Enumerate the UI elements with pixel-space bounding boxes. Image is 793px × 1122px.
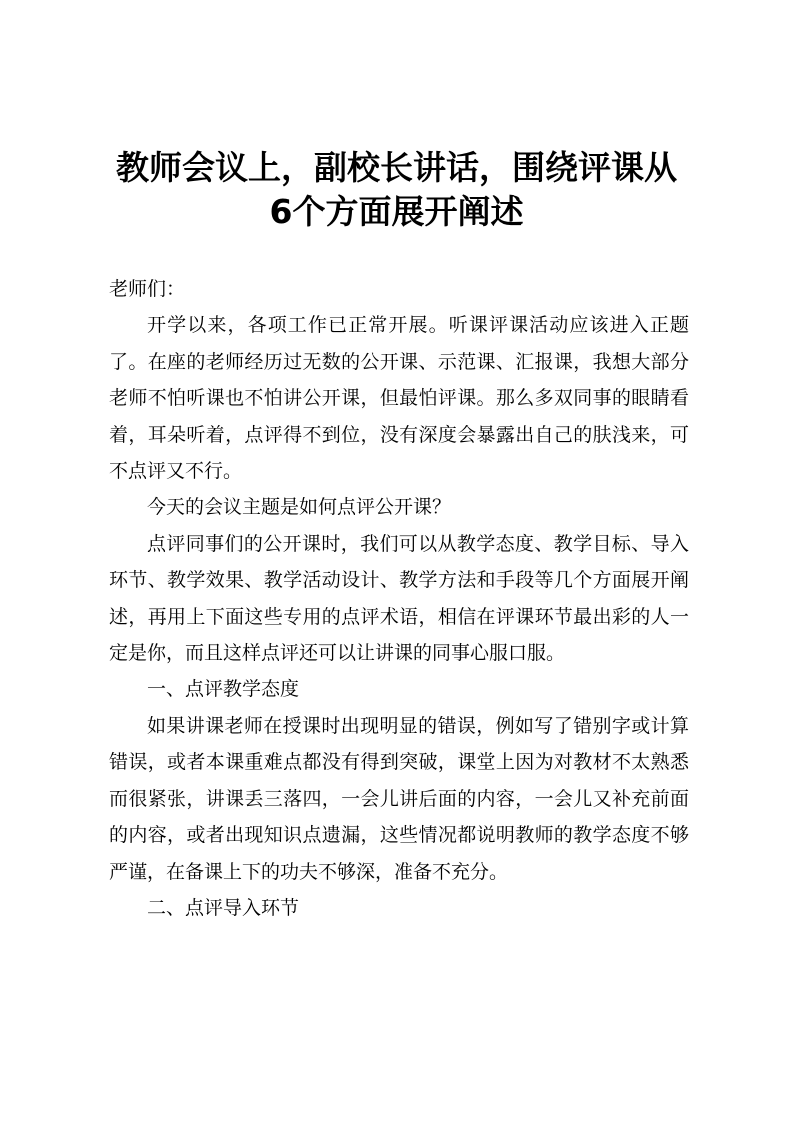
title-line-2: 6个方面展开阐述 — [269, 192, 524, 231]
paragraph: 今天的会议主题是如何点评公开课？ — [147, 496, 452, 519]
page-title — [90, 146, 703, 234]
section-heading-1: 一、点评教学态度 — [147, 678, 300, 701]
paragraph: 如果讲课老师在授课时出现明显的错误，例如写了错别字或计算错误，或者本课重难点都没有得到突破，课堂上因为对教材不太熟悉而很紧张，讲课丢三落四，一会儿讲后面的内容，一会儿又补充前面的内容，或者出现知识点遗漏，这些情况都说明教师的教学态度不够严谨，在备课上下的功夫不够深，准备不充分。 — [109, 714, 689, 883]
salutation: 老师们： — [109, 278, 186, 300]
paragraph: 点评同事们的公开课时，我们可以从教学态度、教学目标、导入环节、教学效果、教学活动设计、教学方法和手段等几个方面展开阐述，再用上下面这些专用的点评术语，相信在评课环节最出彩的人一定是你，而且这样点评还可以让讲课的同事心服口服。 — [109, 532, 689, 665]
title-line-1: 教师会议上，副校长讲话，围绕评课从 — [116, 148, 677, 187]
section-heading-2: 二、点评导入环节 — [147, 896, 300, 919]
paragraph: 开学以来，各项工作已正常开展。听课评课活动应该进入正题了。在座的老师经历过无数的公开课、示范课、汇报课，我想大部分老师不怕听课也不怕讲公开课，但最怕评课。那么多双同事的眼睛看着，耳朵听着，点评得不到位，没有深度会暴露出自己的肤浅来，可不点评又不行。 — [109, 314, 689, 483]
document-body — [109, 271, 689, 926]
